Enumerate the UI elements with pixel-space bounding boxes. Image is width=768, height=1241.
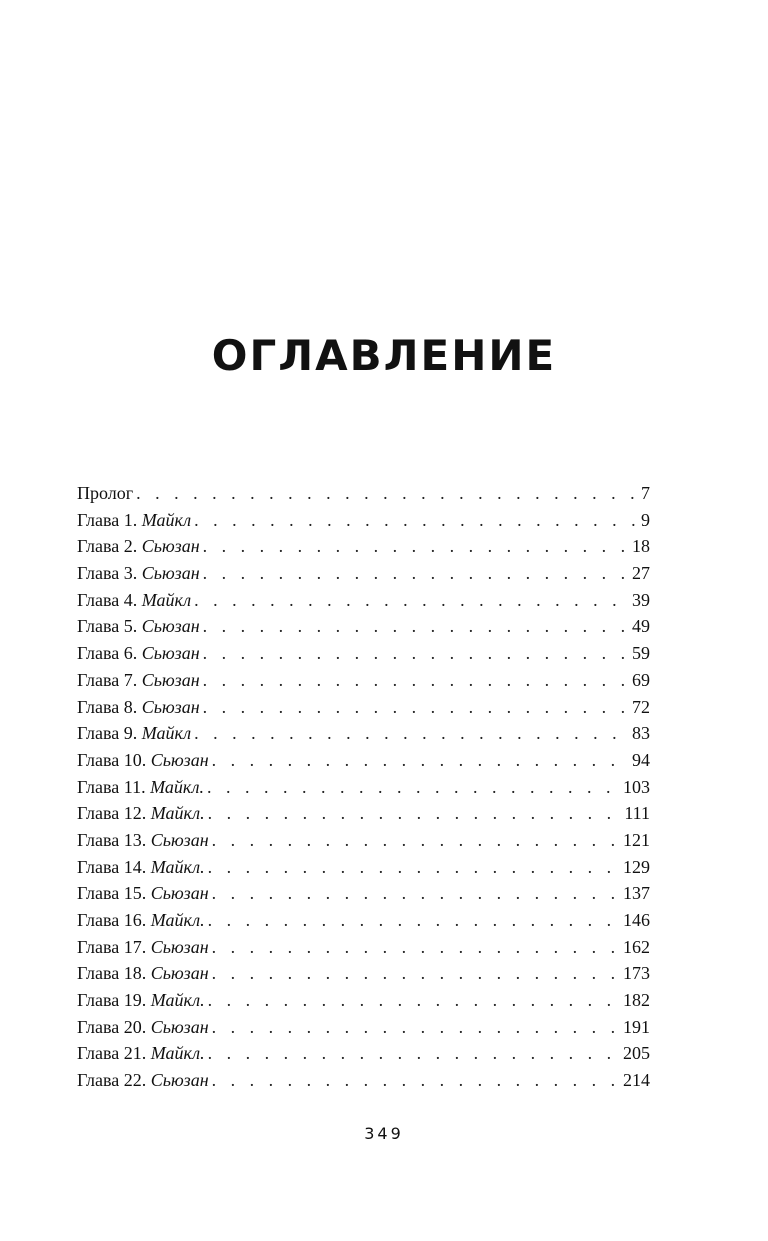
toc-entry[interactable] bbox=[77, 694, 650, 721]
toc-entry-page: 59 bbox=[632, 643, 650, 664]
chapter-label: Глава 22. bbox=[77, 1070, 151, 1091]
toc-entry[interactable] bbox=[77, 480, 650, 507]
toc-entry-title bbox=[77, 640, 200, 667]
chapter-label: Глава 6. bbox=[77, 643, 142, 664]
toc-entry-page: 214 bbox=[623, 1070, 650, 1091]
toc-entry-title bbox=[77, 694, 200, 721]
toc-entry-page: 83 bbox=[632, 723, 650, 744]
toc-entry[interactable] bbox=[77, 1014, 650, 1041]
chapter-narrator: Майкл bbox=[141, 509, 192, 530]
dot-leader bbox=[208, 1040, 620, 1067]
chapter-label: Глава 17. bbox=[77, 936, 151, 957]
chapter-narrator: Майкл. bbox=[150, 776, 204, 797]
chapter-narrator: Сьюзан bbox=[150, 883, 209, 904]
toc-entry[interactable] bbox=[77, 934, 650, 961]
toc-entry-page: 205 bbox=[623, 1043, 650, 1064]
chapter-narrator: Майкл. bbox=[150, 1043, 205, 1064]
toc-entry-title bbox=[77, 907, 205, 934]
dot-leader bbox=[208, 907, 620, 934]
chapter-label: Глава 3. bbox=[77, 563, 142, 584]
chapter-narrator: Майкл. bbox=[150, 803, 205, 824]
dot-leader bbox=[212, 934, 620, 961]
toc-entry-page: 173 bbox=[623, 963, 650, 984]
dot-leader bbox=[194, 720, 629, 747]
toc-entry-title bbox=[77, 587, 191, 614]
dot-leader bbox=[212, 747, 629, 774]
chapter-narrator: Майкл. bbox=[150, 856, 205, 877]
toc-entry-page: 27 bbox=[632, 563, 650, 584]
chapter-narrator: Сьюзан bbox=[150, 749, 209, 770]
toc-entry-page: 103 bbox=[623, 776, 650, 797]
chapter-label: Глава 2. bbox=[77, 536, 142, 557]
toc-entry-page: 94 bbox=[632, 749, 650, 770]
toc-entry[interactable] bbox=[77, 613, 650, 640]
dot-leader bbox=[212, 827, 620, 854]
toc-entry-page: 7 bbox=[641, 483, 650, 503]
dot-leader bbox=[212, 880, 620, 907]
chapter-label: Глава 11. bbox=[77, 776, 151, 797]
toc-entry-page: 146 bbox=[623, 910, 650, 930]
dot-leader bbox=[208, 854, 620, 881]
chapter-label: Глава 14. bbox=[77, 856, 151, 877]
dot-leader bbox=[203, 694, 629, 721]
chapter-label: Глава 4. bbox=[77, 589, 142, 610]
dot-leader bbox=[208, 987, 620, 1014]
toc-entry-page: 49 bbox=[632, 616, 650, 637]
toc-entry-title bbox=[77, 507, 191, 534]
toc-entry[interactable] bbox=[77, 1040, 650, 1067]
toc-entry[interactable] bbox=[77, 854, 650, 881]
toc-entry[interactable] bbox=[77, 667, 650, 694]
toc-entry-title bbox=[77, 1040, 205, 1067]
toc-entry[interactable] bbox=[77, 507, 650, 534]
toc-entry-page: 69 bbox=[632, 669, 650, 690]
toc-entry[interactable] bbox=[77, 640, 650, 667]
chapter-label: Глава 13. bbox=[77, 829, 151, 850]
chapter-label: Глава 18. bbox=[77, 963, 151, 984]
chapter-label: Глава 12. bbox=[77, 803, 151, 824]
toc-entry-page: 129 bbox=[623, 856, 650, 877]
chapter-label: Глава 7. bbox=[77, 669, 142, 690]
toc-entry[interactable] bbox=[77, 747, 650, 774]
toc-entry[interactable] bbox=[77, 720, 650, 747]
dot-leader bbox=[212, 1014, 620, 1041]
page-title: ОГЛАВЛЕНИЕ bbox=[211, 331, 557, 381]
chapter-label: Глава 21. bbox=[77, 1043, 151, 1064]
chapter-label: Глава 19. bbox=[77, 990, 151, 1011]
chapter-narrator: Сьюзан bbox=[141, 643, 200, 664]
toc-entry-title bbox=[77, 1067, 209, 1094]
toc-entry[interactable] bbox=[77, 907, 650, 934]
toc-entry-title bbox=[77, 747, 209, 774]
chapter-narrator: Сьюзан bbox=[150, 963, 209, 984]
toc-entry-title bbox=[77, 720, 191, 747]
toc-entry-title bbox=[77, 960, 209, 987]
toc-entry-page: 111 bbox=[624, 803, 650, 824]
toc-entry[interactable] bbox=[77, 960, 650, 987]
toc-entry-title bbox=[77, 560, 200, 587]
chapter-narrator: Сьюзан bbox=[150, 936, 209, 957]
page-number: 349 bbox=[364, 1124, 404, 1143]
dot-leader bbox=[194, 507, 638, 534]
toc-entry[interactable] bbox=[77, 774, 650, 801]
toc-entry-title bbox=[77, 613, 200, 640]
dot-leader bbox=[203, 560, 629, 587]
dot-leader bbox=[212, 960, 620, 987]
toc-entry-page: 191 bbox=[623, 1016, 650, 1037]
toc-entry[interactable] bbox=[77, 987, 650, 1014]
toc-entry-title bbox=[77, 1014, 209, 1041]
dot-leader bbox=[203, 613, 629, 640]
toc-entry-page: 182 bbox=[623, 990, 650, 1011]
toc-entry-page: 72 bbox=[632, 696, 650, 717]
chapter-label: Глава 5. bbox=[77, 616, 142, 637]
toc-entry-title bbox=[77, 774, 204, 801]
toc-entry[interactable] bbox=[77, 533, 650, 560]
toc-entry-title bbox=[77, 934, 209, 961]
chapter-narrator: Сьюзан bbox=[141, 696, 200, 717]
toc-entry[interactable] bbox=[77, 880, 650, 907]
chapter-narrator: Майкл. bbox=[150, 990, 205, 1011]
toc-entry-title bbox=[77, 667, 200, 694]
chapter-label: Глава 8. bbox=[77, 696, 142, 717]
toc-entry-title bbox=[77, 480, 133, 507]
toc-entry-page: 9 bbox=[641, 509, 650, 530]
chapter-label: Глава 10. bbox=[77, 749, 151, 770]
chapter-narrator: Сьюзан bbox=[141, 616, 200, 637]
toc-entry-title bbox=[77, 880, 209, 907]
toc-entry-page: 121 bbox=[623, 829, 650, 850]
toc-entry[interactable] bbox=[77, 1067, 650, 1094]
dot-leader bbox=[203, 640, 629, 667]
chapter-label: Глава 15. bbox=[77, 883, 151, 904]
toc-entry-page: 162 bbox=[623, 936, 650, 957]
chapter-narrator: Сьюзан bbox=[141, 563, 200, 584]
chapter-narrator: Сьюзан bbox=[141, 536, 200, 557]
dot-leader bbox=[203, 533, 629, 560]
toc-entry-page: 137 bbox=[623, 883, 650, 904]
toc-entry-title bbox=[77, 854, 205, 881]
chapter-narrator: Майкл bbox=[141, 723, 192, 744]
dot-leader bbox=[136, 480, 638, 507]
toc-entry-title bbox=[77, 800, 205, 827]
chapter-label: Глава 1. bbox=[77, 509, 142, 530]
toc-entry[interactable] bbox=[77, 560, 650, 587]
chapter-narrator: Сьюзан bbox=[141, 669, 200, 690]
chapter-label: Глава 20. bbox=[77, 1016, 151, 1037]
toc-entry-title bbox=[77, 827, 209, 854]
dot-leader bbox=[194, 587, 629, 614]
toc-entry-page: 18 bbox=[632, 536, 650, 557]
chapter-narrator: Сьюзан bbox=[150, 1016, 209, 1037]
chapter-narrator: Сьюзан bbox=[150, 1070, 209, 1091]
toc-entry[interactable] bbox=[77, 587, 650, 614]
chapter-narrator: Майкл bbox=[141, 589, 192, 610]
chapter-label: Глава 9. bbox=[77, 723, 142, 744]
dot-leader bbox=[212, 1067, 620, 1094]
dot-leader bbox=[203, 667, 629, 694]
toc-entry[interactable] bbox=[77, 827, 650, 854]
chapter-narrator: Майкл. bbox=[150, 910, 205, 930]
toc-entry-title bbox=[77, 987, 205, 1014]
toc-entry[interactable] bbox=[77, 800, 650, 827]
chapter-label: Пролог bbox=[77, 483, 134, 503]
chapter-label: Глава 16. bbox=[77, 910, 151, 930]
table-of-contents bbox=[77, 480, 650, 1094]
chapter-narrator: Сьюзан bbox=[150, 829, 209, 850]
dot-leader bbox=[208, 800, 622, 827]
toc-entry-page: 39 bbox=[632, 589, 650, 610]
toc-entry-title bbox=[77, 533, 200, 560]
dot-leader bbox=[207, 774, 620, 801]
